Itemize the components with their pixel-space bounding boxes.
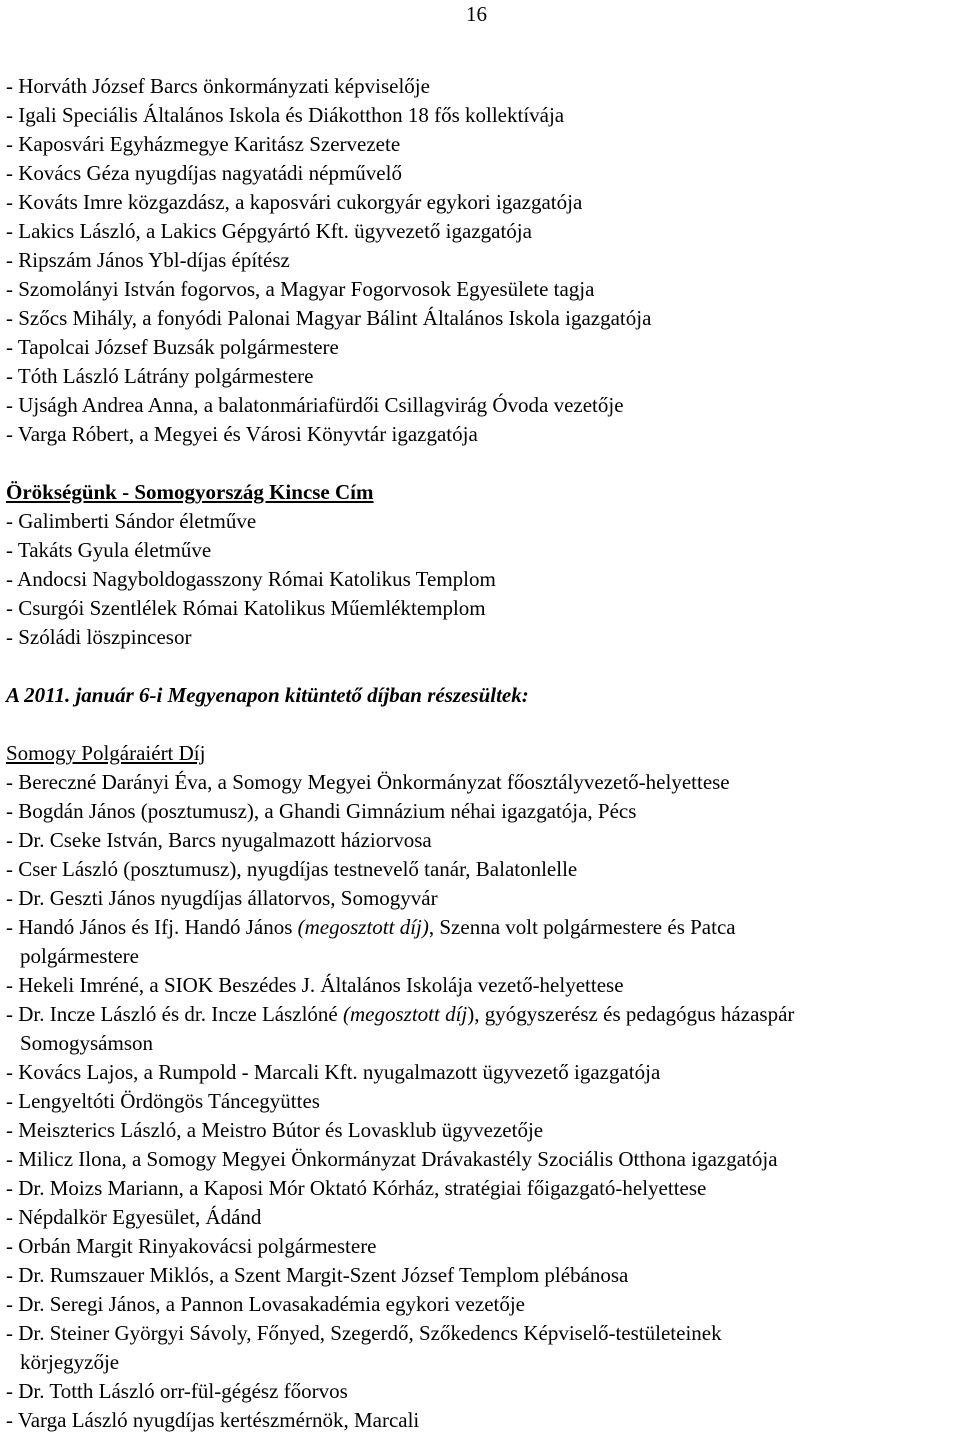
list-item: - Dr. Steiner Györgyi Sávoly, Főnyed, Szegerdő, Szőkedencs Képviselő-testületeinek <box>6 1321 722 1345</box>
list-item: - Szóládi löszpincesor <box>6 625 192 649</box>
list-item: - Lengyeltóti Ördöngös Táncegyüttes <box>6 1089 320 1113</box>
list-item: - Igali Speciális Általános Iskola és Diákotthon 18 fős kollektívája <box>6 103 565 127</box>
list-item: - Dr. Geszti János nyugdíjas állatorvos, Somogyvár <box>6 886 438 910</box>
list-item: - Horváth József Barcs önkormányzati képviselője <box>6 74 430 98</box>
hando-shared-note: (megosztott díj) <box>297 915 429 939</box>
list-item-continuation: polgármestere <box>20 944 139 968</box>
incze-text-after: ), gyógyszerész és pedagógus házaspár <box>467 1002 795 1026</box>
hando-text: - Handó János és Ifj. Handó János <box>6 915 298 939</box>
list-item: - Kovács Lajos, a Rumpold - Marcali Kft. nyugalmazott ügyvezető igazgatója <box>6 1060 661 1084</box>
list-item: - Meiszterics László, a Meistro Bútor és Lovasklub ügyvezetője <box>6 1118 544 1142</box>
list-item: - Ujságh Andrea Anna, a balatonmáriafürdői Csillagvirág Óvoda vezetője <box>6 393 624 417</box>
page-number: 16 <box>466 2 487 26</box>
list-item: - Dr. Moizs Mariann, a Kaposi Mór Oktató Kórház, stratégiai főigazgató-helyettese <box>6 1176 707 1200</box>
list-item: - Bereczné Darányi Éva, a Somogy Megyei Önkormányzat főosztályvezető-helyettese <box>6 770 730 794</box>
list-item: - Lakics László, a Lakics Gépgyártó Kft. ügyvezető igazgatója <box>6 219 532 243</box>
somogy-award-heading: Somogy Polgáraiért Díj <box>6 741 206 765</box>
hando-text-after: , Szenna volt polgármestere és Patca <box>428 915 736 939</box>
list-item: - Bogdán János (posztumusz), a Ghandi Gimnázium néhai igazgatója, Pécs <box>6 799 637 823</box>
list-item: - Orbán Margit Rinyakovácsi polgármestere <box>6 1234 377 1258</box>
list-item-incze <box>6 1000 956 1029</box>
list-item-continuation: Somogysámson <box>20 1031 154 1055</box>
incze-shared-note: (megosztott díj <box>343 1002 468 1026</box>
list-item: - Dr. Seregi János, a Pannon Lovasakadémia egykori vezetője <box>6 1292 526 1316</box>
heritage-heading: Örökségünk - Somogyország Kincse Cím <box>6 480 374 504</box>
list-item: - Csurgói Szentlélek Római Katolikus Műemléktemplom <box>6 596 486 620</box>
list-item: - Galimberti Sándor életműve <box>6 509 257 533</box>
spacer <box>6 710 956 739</box>
list-item: - Cser László (posztumusz), nyugdíjas testnevelő tanár, Balatonlelle <box>6 857 578 881</box>
list-item: - Kováts Imre közgazdász, a kaposvári cukorgyár egykori igazgatója <box>6 190 583 214</box>
list-item: - Dr. Rumszauer Miklós, a Szent Margit-Szent József Templom plébánosa <box>6 1263 629 1287</box>
list-item: - Népdalkör Egyesület, Ádánd <box>6 1205 262 1229</box>
list-item: - Tóth László Látrány polgármestere <box>6 364 314 388</box>
list-item-hando <box>6 913 956 942</box>
list-item: - Szőcs Mihály, a fonyódi Palonai Magyar Bálint Általános Iskola igazgatója <box>6 306 652 330</box>
list-item: - Varga László nyugdíjas kertészmérnök, Marcali <box>6 1408 420 1432</box>
list-item: - Kovács Géza nyugdíjas nagyatádi népművelő <box>6 161 402 185</box>
list-item: - Andocsi Nagyboldogasszony Római Katolikus Templom <box>6 567 496 591</box>
list-item-continuation: körjegyzője <box>20 1350 120 1374</box>
list-item: - Dr. Totth László orr-fül-gégész főorvos <box>6 1379 348 1403</box>
awards-title: A 2011. január 6-i Megyenapon kitüntető díjban részesültek: <box>6 683 529 707</box>
list-item: - Varga Róbert, a Megyei és Városi Könyvtár igazgatója <box>6 422 478 446</box>
list-item: - Dr. Cseke István, Barcs nyugalmazott háziorvosa <box>6 828 432 852</box>
list-item: - Szomolányi István fogorvos, a Magyar Fogorvosok Egyesülete tagja <box>6 277 595 301</box>
list-item: - Ripszám János Ybl-díjas építész <box>6 248 290 272</box>
document-body <box>6 72 956 1435</box>
incze-text: - Dr. Incze László és dr. Incze Lászlóné <box>6 1002 344 1026</box>
spacer <box>6 652 956 681</box>
list-item: - Takáts Gyula életműve <box>6 538 212 562</box>
list-item: - Hekeli Imréné, a SIOK Beszédes J. Általános Iskolája vezető-helyettese <box>6 973 624 997</box>
spacer <box>6 449 956 478</box>
list-item: - Kaposvári Egyházmegye Karitász Szervezete <box>6 132 401 156</box>
list-item: - Tapolcai József Buzsák polgármestere <box>6 335 339 359</box>
list-item: - Milicz Ilona, a Somogy Megyei Önkormányzat Drávakastély Szociális Otthona igazgatója <box>6 1147 778 1171</box>
